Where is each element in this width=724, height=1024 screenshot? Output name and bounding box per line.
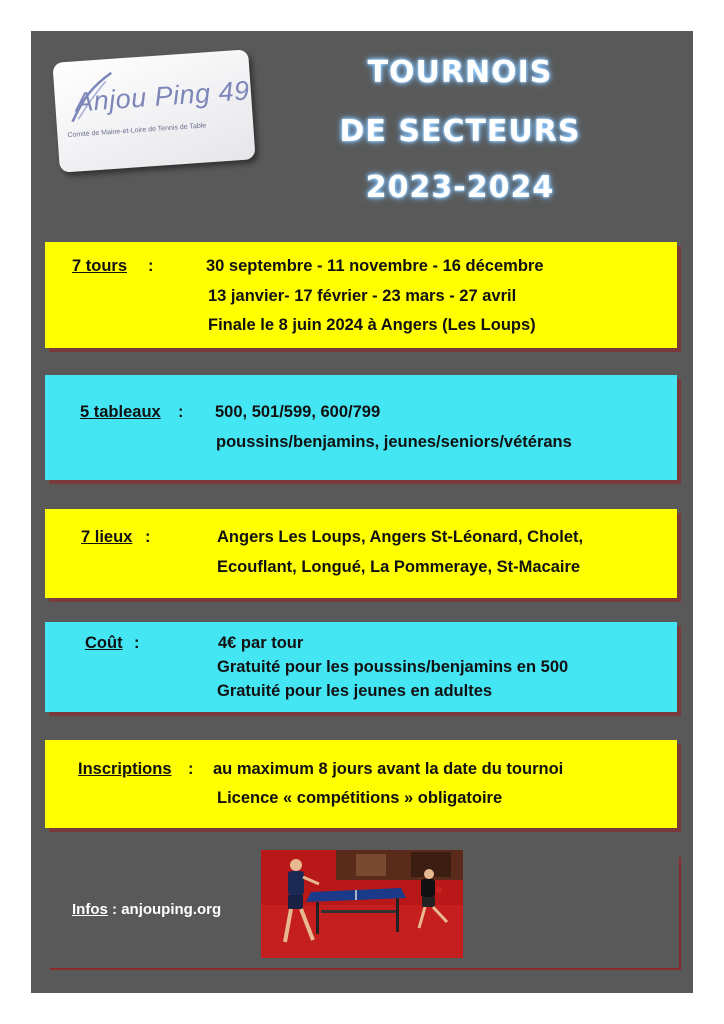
cout-line-3: Gratuité pour les jeunes en adultes xyxy=(217,682,493,700)
tableaux-line-1: 500, 501/599, 600/799 xyxy=(215,403,381,421)
title-line-3: 2023-2024 xyxy=(365,170,555,205)
inscriptions-line-1: au maximum 8 jours avant la date du tournoi xyxy=(213,760,564,778)
inscriptions-box xyxy=(45,740,677,828)
inscriptions-line-2: Licence « compétitions » obligatoire xyxy=(217,789,503,807)
tours-sep: : xyxy=(148,257,154,275)
inscriptions-label: Inscriptions xyxy=(78,760,172,778)
cout-sep: : xyxy=(134,634,140,652)
tableaux-label: 5 tableaux xyxy=(80,403,161,421)
lieux-box xyxy=(45,509,677,598)
infos-label: Infos xyxy=(72,901,108,918)
tableaux-sep: : xyxy=(178,403,184,421)
infos-sep: : xyxy=(112,901,118,918)
table-tennis-photo xyxy=(261,850,463,958)
title-line-1: TOURNOIS xyxy=(367,55,553,90)
logo-name: Anjou Ping 49 xyxy=(74,75,251,118)
lieux-label: 7 lieux xyxy=(81,528,133,546)
table-tennis-scene-icon xyxy=(261,850,463,958)
tours-box xyxy=(45,242,677,348)
decorative-line-horizontal xyxy=(50,968,681,970)
infos-line xyxy=(72,901,221,918)
logo-subtitle: Comité de Maine-et-Loire de Tennis de Table xyxy=(67,122,207,140)
tours-line-3: Finale le 8 juin 2024 à Angers (Les Loups) xyxy=(208,316,536,334)
cout-line-2: Gratuité pour les poussins/benjamins en 500 xyxy=(217,658,569,676)
cout-box xyxy=(45,622,677,712)
cout-line-1: 4€ par tour xyxy=(218,634,304,652)
infos-link[interactable]: anjouping.org xyxy=(121,901,222,918)
tableaux-line-2: poussins/benjamins, jeunes/seniors/vétérans xyxy=(216,433,572,451)
inscriptions-sep: : xyxy=(188,760,194,778)
tours-line-1: 30 septembre - 11 novembre - 16 décembre xyxy=(206,257,544,275)
decorative-line-vertical xyxy=(679,857,681,970)
tableaux-box xyxy=(45,375,677,480)
cout-label: Coût xyxy=(85,634,123,652)
title-line-2: DE SECTEURS xyxy=(339,114,581,149)
lieux-sep: : xyxy=(145,528,151,546)
tours-label: 7 tours xyxy=(72,257,128,275)
lieux-line-2: Ecouflant, Longué, La Pommeraye, St-Macaire xyxy=(217,558,581,576)
anjou-ping-logo xyxy=(52,49,255,172)
tours-line-2: 13 janvier- 17 février - 23 mars - 27 avril xyxy=(208,287,517,305)
lieux-line-1: Angers Les Loups, Angers St-Léonard, Cholet, xyxy=(217,528,584,546)
